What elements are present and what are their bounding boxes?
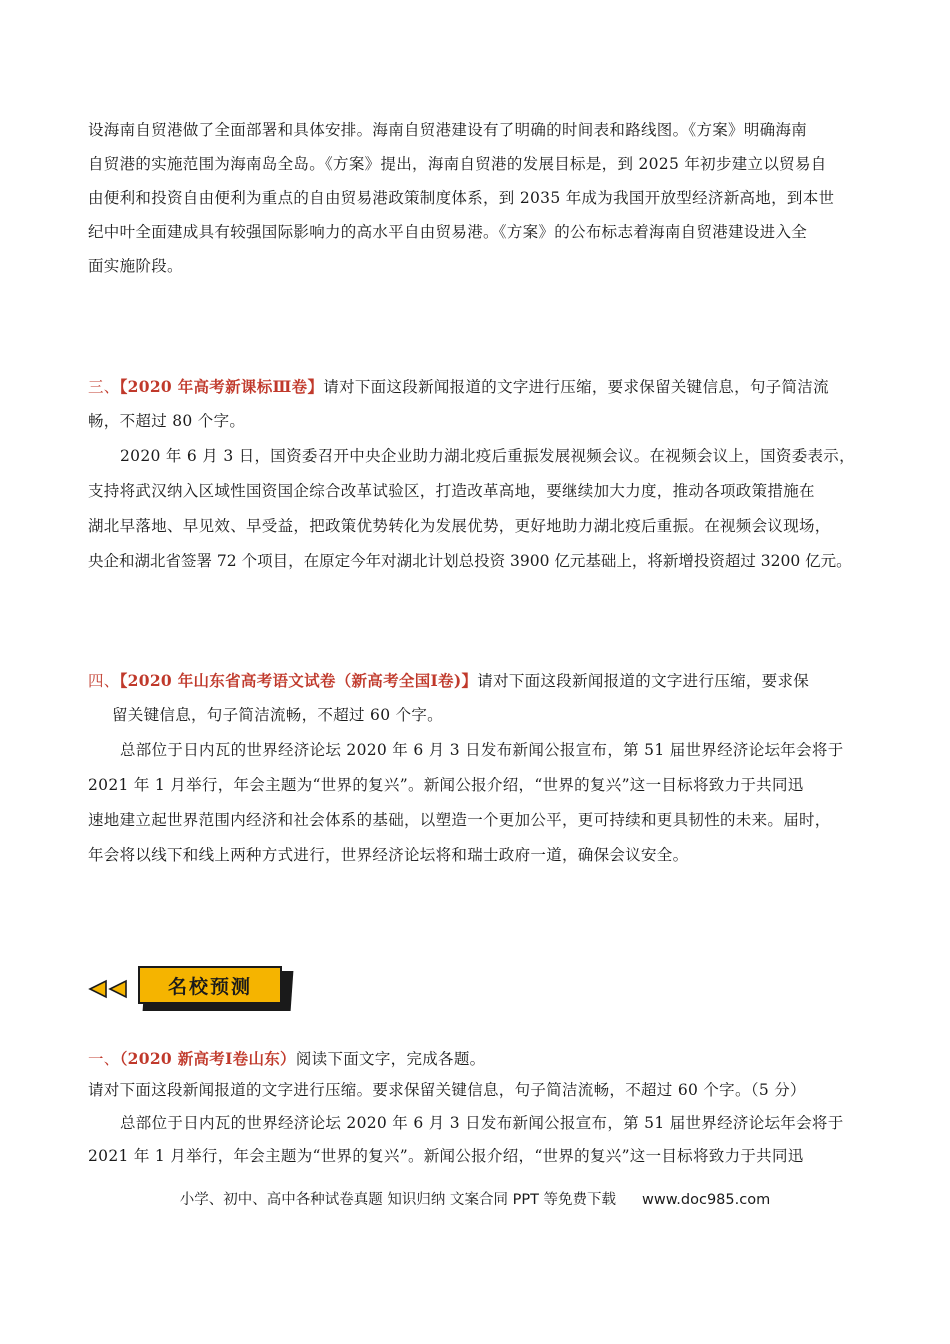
- question-4-prompt: [88, 663, 863, 698]
- question-instruction: 请对下面这段新闻报道的文字进行压缩。要求保留关键信息，句子简洁流畅，不超过 60 个字。（5 分）: [88, 1081, 806, 1099]
- section-banner: [88, 965, 298, 1013]
- passage-line: 央企和湖北省签署 72 个项目，在原定今年对湖北计划总投资 3900 亿元基础上，将新增投资超过 3200 亿元。: [88, 552, 852, 570]
- question-source: （2020 新高考Ⅰ卷山东）: [119, 1049, 296, 1068]
- question-source: 【2020 年高考新课标Ⅲ卷】: [119, 377, 324, 396]
- question-prompt: 阅读下面文字，完成各题。: [295, 1050, 486, 1068]
- question-number: 四、: [88, 672, 120, 690]
- passage-line: 年会将以线下和线上两种方式进行，世界经济论坛将和瑞士政府一道，确保会议安全。: [88, 846, 689, 864]
- intro-line: 纪中叶全面建成具有较强国际影响力的高水平自由贸易港。《方案》的公布标志着海南自贸港建设进入全: [88, 223, 808, 241]
- footer-text: 小学、初中、高中各种试卷真题 知识归纳 文案合同 PPT 等免费下载: [179, 1192, 617, 1208]
- passage-line: 2021 年 1 月举行，年会主题为“世界的复兴”。新闻公报介绍，“世界的复兴”这一目标将致力于共同迅: [88, 776, 804, 794]
- question-5-prompt: [88, 1043, 863, 1074]
- intro-line: 由便利和投资自由便利为重点的自由贸易港政策制度体系，到 2035 年成为我国开放型经济新高地，到本世: [88, 189, 835, 207]
- passage-line: 总部位于日内瓦的世界经济论坛 2020 年 6 月 3 日发布新闻公报宣布，第 51 届世界经济论坛年会将于: [120, 741, 844, 759]
- passage-line: 支持将武汉纳入区域性国资国企综合改革试验区，打造改革高地，要继续加大力度，推动各项政策措施在: [88, 482, 815, 500]
- question-number: 一、: [88, 1050, 120, 1068]
- footer-url[interactable]: www.doc985.com: [642, 1192, 771, 1208]
- question-prompt: 请对下面这段新闻报道的文字进行压缩，要求保: [477, 672, 810, 690]
- passage-line: 速地建立起世界范围内经济和社会体系的基础，以塑造一个更加公平，更可持续和更具韧性的未来。届时，: [88, 811, 831, 829]
- intro-line: 自贸港的实施范围为海南岛全岛。《方案》提出，海南自贸港的发展目标是，到 2025 年初步建立以贸易自: [88, 155, 827, 173]
- question-5: [88, 1043, 863, 1173]
- passage-line: 2020 年 6 月 3 日，国资委召开中央企业助力湖北疫后重振发展视频会议。在视频会议上，国资委表示，: [120, 447, 855, 465]
- question-number: 三、: [88, 378, 120, 396]
- question-prompt: 请对下面这段新闻报道的文字进行压缩，要求保留关键信息，句子简洁流: [323, 378, 829, 396]
- banner-label: 名校预测: [138, 966, 282, 1004]
- question-3: [88, 369, 863, 579]
- question-3-prompt: [88, 369, 863, 404]
- passage-line: 总部位于日内瓦的世界经济论坛 2020 年 6 月 3 日发布新闻公报宣布，第 51 届世界经济论坛年会将于: [120, 1114, 844, 1132]
- intro-paragraph: [88, 113, 863, 283]
- question-source: 【2020 年山东省高考语文试卷（新高考全国Ⅰ卷)】: [119, 671, 478, 690]
- passage-line: 湖北早落地、早见效、早受益，把政策优势转化为发展优势，更好地助力湖北疫后重振。在视频会议现场，: [88, 517, 831, 535]
- passage-line: 2021 年 1 月举行，年会主题为“世界的复兴”。新闻公报介绍，“世界的复兴”这一目标将致力于共同迅: [88, 1147, 804, 1165]
- question-prompt-continued: 畅，不超过 80 个字。: [88, 412, 246, 430]
- intro-line: 设海南自贸港做了全面部署和具体安排。海南自贸港建设有了明确的时间表和路线图。《方案》明确海南: [88, 121, 808, 139]
- question-prompt-continued: 留关键信息，句子简洁流畅，不超过 60 个字。: [112, 706, 443, 724]
- question-4: [88, 663, 863, 873]
- intro-line: 面实施阶段。: [88, 257, 183, 275]
- double-left-arrow-icon: [88, 979, 132, 999]
- page-footer: [0, 1188, 950, 1209]
